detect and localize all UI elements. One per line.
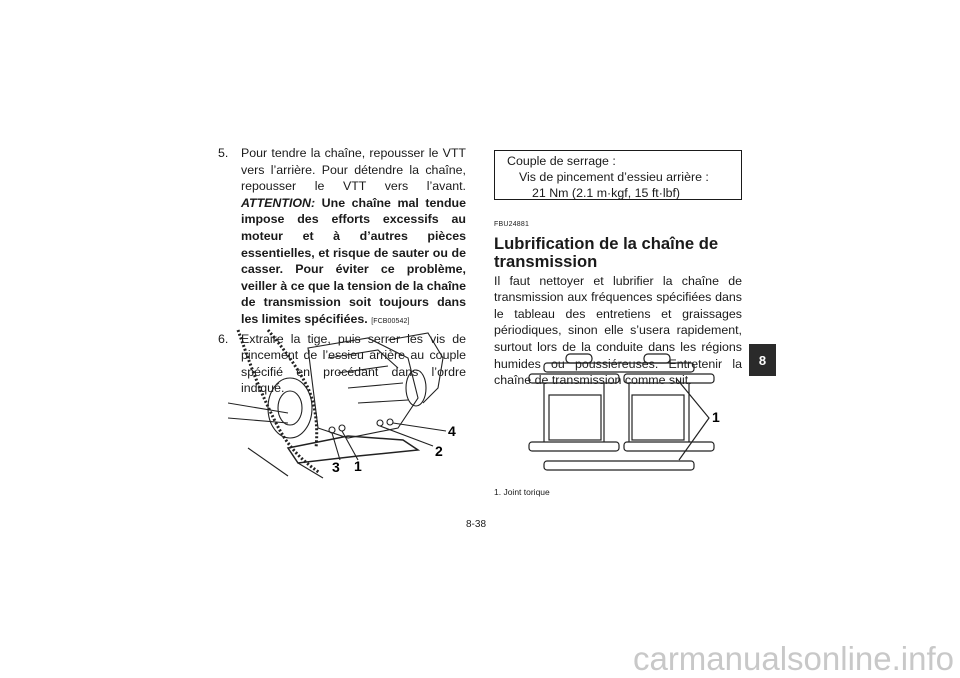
step-number: 5. [218, 146, 229, 160]
step-5 [218, 145, 466, 331]
callout-1: 1 [712, 409, 720, 425]
callout-3: 3 [332, 459, 340, 475]
step-number: 6. [218, 331, 229, 346]
torque-title: Couple de serrage : [507, 154, 616, 168]
figure-caption: 1. Joint torique [494, 487, 550, 497]
torque-spec-box [494, 150, 742, 200]
step-text: Pour tendre la chaîne, repousser le VTT vers l’arrière. Pour détendre la chaîne, repousser le VTT vers l’avant. [241, 146, 466, 194]
torque-value: 21 Nm (2.1 m·kgf, 15 ft·lbf) [532, 186, 681, 201]
rear-axle-illustration [228, 328, 468, 480]
watermark: carmanualsonline.info [632, 640, 954, 677]
reference-code: [FCB00542] [371, 317, 410, 325]
chapter-tab: 8 [749, 344, 776, 376]
chain-o-ring-diagram [494, 348, 742, 478]
section-title: Lubrification de la chaîne de transmission [494, 233, 719, 271]
callout-4: 4 [448, 423, 456, 439]
torque-item: Vis de pincement d’essieu arrière : [519, 170, 709, 185]
step-text: Extraire la tige, puis serrer les vis de pincement de l’essieu arrière au couple spécifié en procédant dans l’ordre indiqué. [241, 331, 466, 396]
section-body: Il faut nettoyer et lubrifier la chaîne de transmission aux fréquences spécifiées dans le tableau des entretiens et graissages périodiques, sinon elle s’usera rapidement, surtout lors de la conduite dans les régions humides ou poussiéreuses. Entretenir la chaîne de transmission comme suit. [494, 273, 742, 388]
callout-2: 2 [435, 443, 443, 459]
attention-text: Une chaîne mal tendue impose des efforts excessifs au moteur et à d’autres pièces essentielles, et risque de sauter ou de casser. Pour éviter ce problème, veiller à ce que la tension de la chaîne de transmission soit toujours dans les limites spécifiées. [241, 195, 466, 326]
page-number: 8-38 [466, 519, 487, 530]
callout-1: 1 [354, 458, 362, 474]
section-code: FBU24881 [494, 221, 530, 228]
attention-label: ATTENTION: [241, 195, 316, 210]
